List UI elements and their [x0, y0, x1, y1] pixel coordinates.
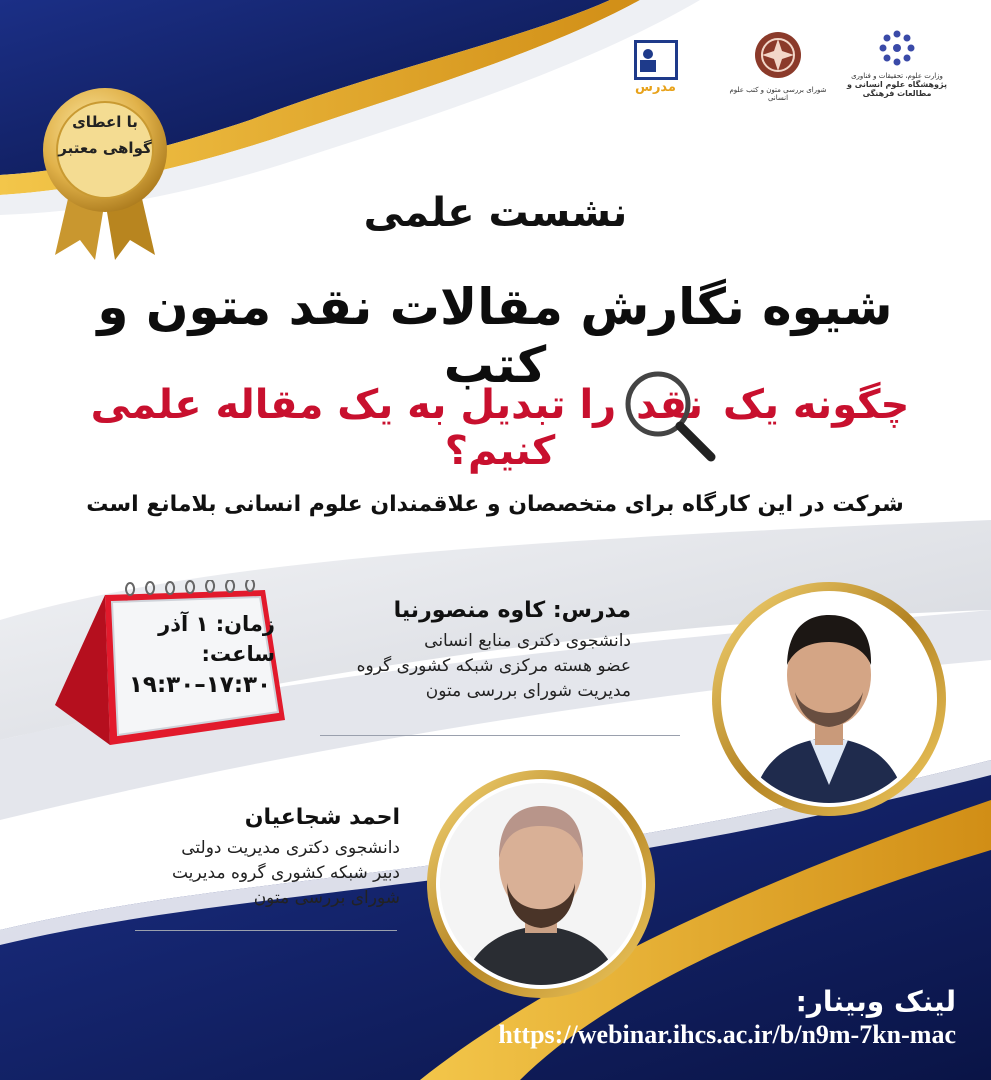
question-part-1: چگونه یک [723, 382, 910, 428]
secretary-divider [135, 930, 397, 931]
secretary-info [135, 805, 400, 911]
schedule-time-range: ۱۷:۳۰–۱۹:۳۰ [128, 672, 272, 698]
secretary-line-3: شورای بررسی متون [253, 888, 400, 908]
modares-label: مدرس [635, 80, 676, 95]
institute-caption-2: پژوهشگاه علوم انسانی و مطالعات فرهنگی [847, 80, 947, 98]
question-highlight-word: نقد [636, 382, 704, 428]
question-highlight [636, 382, 703, 428]
secretary-name: احمد شجاعیان [244, 805, 400, 830]
council-emblem-icon [753, 30, 803, 80]
council-caption: شورای بررسی متون و کتب علوم انسانی [729, 86, 827, 102]
teacher-board-icon [634, 40, 678, 80]
schedule-date: زمان: ۱ آذر [158, 612, 275, 636]
institute-logo [838, 28, 956, 113]
secretary-photo [425, 768, 657, 1000]
modares-logo [633, 40, 678, 95]
event-question [80, 382, 920, 474]
badge-line-2: گواهی معتبر [58, 139, 152, 157]
event-type-heading: نشست علمی [363, 190, 628, 236]
calendar-graphic [50, 580, 290, 755]
secretary-line-2: دبیر شبکه کشوری گروه مدیریت [171, 863, 400, 883]
instructor-photo [710, 580, 948, 818]
council-logo [728, 30, 828, 110]
instructor-line-1: دانشجوی دکتری منابع انسانی [424, 631, 631, 651]
schedule-time-label: ساعت: [201, 642, 275, 666]
instructor-line-2: عضو هسته مرکزی شبکه کشوری گروه [356, 656, 631, 676]
event-title: شیوه نگارش مقالات نقد متون و کتب [97, 278, 893, 394]
webinar-label: لینک وبینار: [795, 985, 956, 1018]
instructor-avatar [710, 580, 948, 818]
instructor-divider [320, 735, 680, 736]
instructor-info [351, 598, 631, 704]
secretary-line-1: دانشجوی دکتری مدیریت دولتی [181, 838, 400, 858]
institute-caption-1: وزارت علوم، تحقیقات و فناوری [851, 72, 943, 80]
badge-line-1: با اعطای [72, 113, 138, 131]
participation-note: شرکت در این کارگاه برای متخصصان و علاقمندان علوم انسانی بلامانع است [86, 492, 904, 517]
institute-star-icon [877, 28, 917, 68]
instructor-line-3: مدیریت شورای بررسی متون [425, 681, 631, 701]
instructor-name: مدرس: کاوه منصورنیا [393, 598, 631, 623]
magnifier-icon [616, 364, 726, 474]
question-part-2: را تبدیل به یک مقاله علمی کنیم؟ [90, 382, 617, 474]
webinar-link[interactable]: https://webinar.ihcs.ac.ir/b/n9m-7kn-mac [498, 1020, 956, 1049]
secretary-avatar [425, 768, 657, 1000]
